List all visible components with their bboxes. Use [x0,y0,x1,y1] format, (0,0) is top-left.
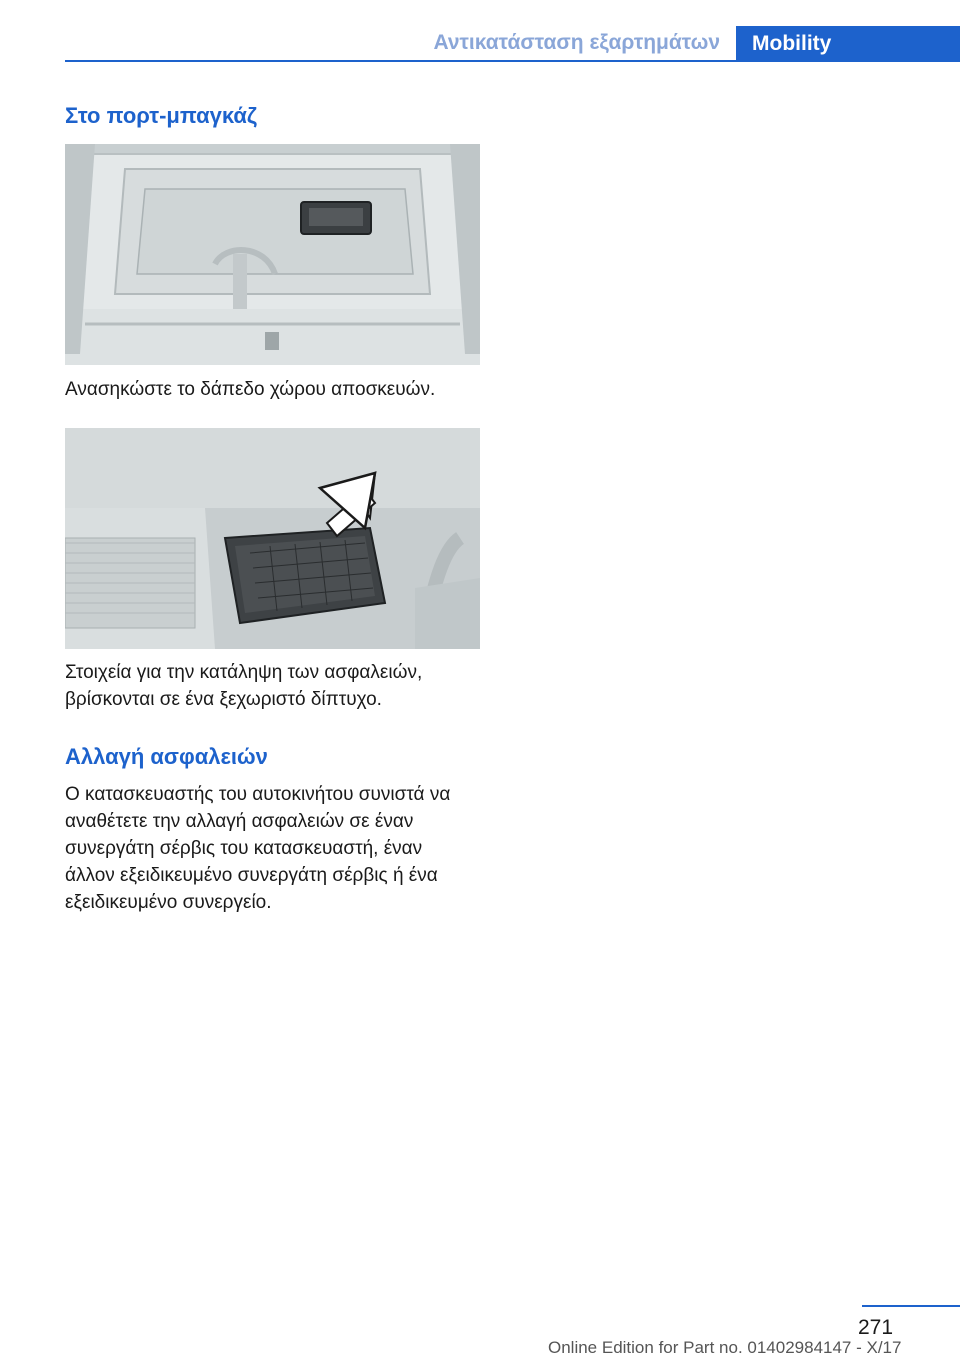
section-heading-trunk: Στο πορτ-μπαγκάζ [65,103,258,128]
footer-rule [862,1305,960,1307]
body-line: αναθέτετε την αλλαγή ασφαλειών σε έναν [65,811,414,832]
body-line: άλλον εξειδικευμένο συνεργάτη σέρβις ή ένα [65,865,438,886]
footer-edition: Online Edition for Part no. 01402984147 - X/17 [548,1338,902,1357]
caption-fuse-info-line2: βρίσκονται σε ένα ξεχωριστό δίπτυχο. [65,689,382,710]
body-line: συνεργάτη σέρβις του κατασκευαστή, έναν [65,838,423,859]
caption-lift-floor: Ανασηκώστε το δάπεδο χώρου αποσκευών. [65,379,436,400]
header-rule [65,60,960,62]
body-line: εξειδικευμένο συνεργείο. [65,892,272,913]
fuse-box-figure [65,428,480,649]
trunk-floor-figure [65,144,480,365]
header-tab-mobility[interactable]: Mobility [736,26,960,62]
caption-fuse-info-line1: Στοιχεία για την κατάληψη των ασφαλειών, [65,662,423,683]
section-heading-fuse-change: Αλλαγή ασφαλειών [65,744,268,769]
body-line: Ο κατασκευαστής του αυτοκινήτου συνιστά να [65,784,451,805]
page-number: 271 [858,1316,894,1339]
header-section-title: Αντικατάσταση εξαρτημάτων [433,31,720,54]
